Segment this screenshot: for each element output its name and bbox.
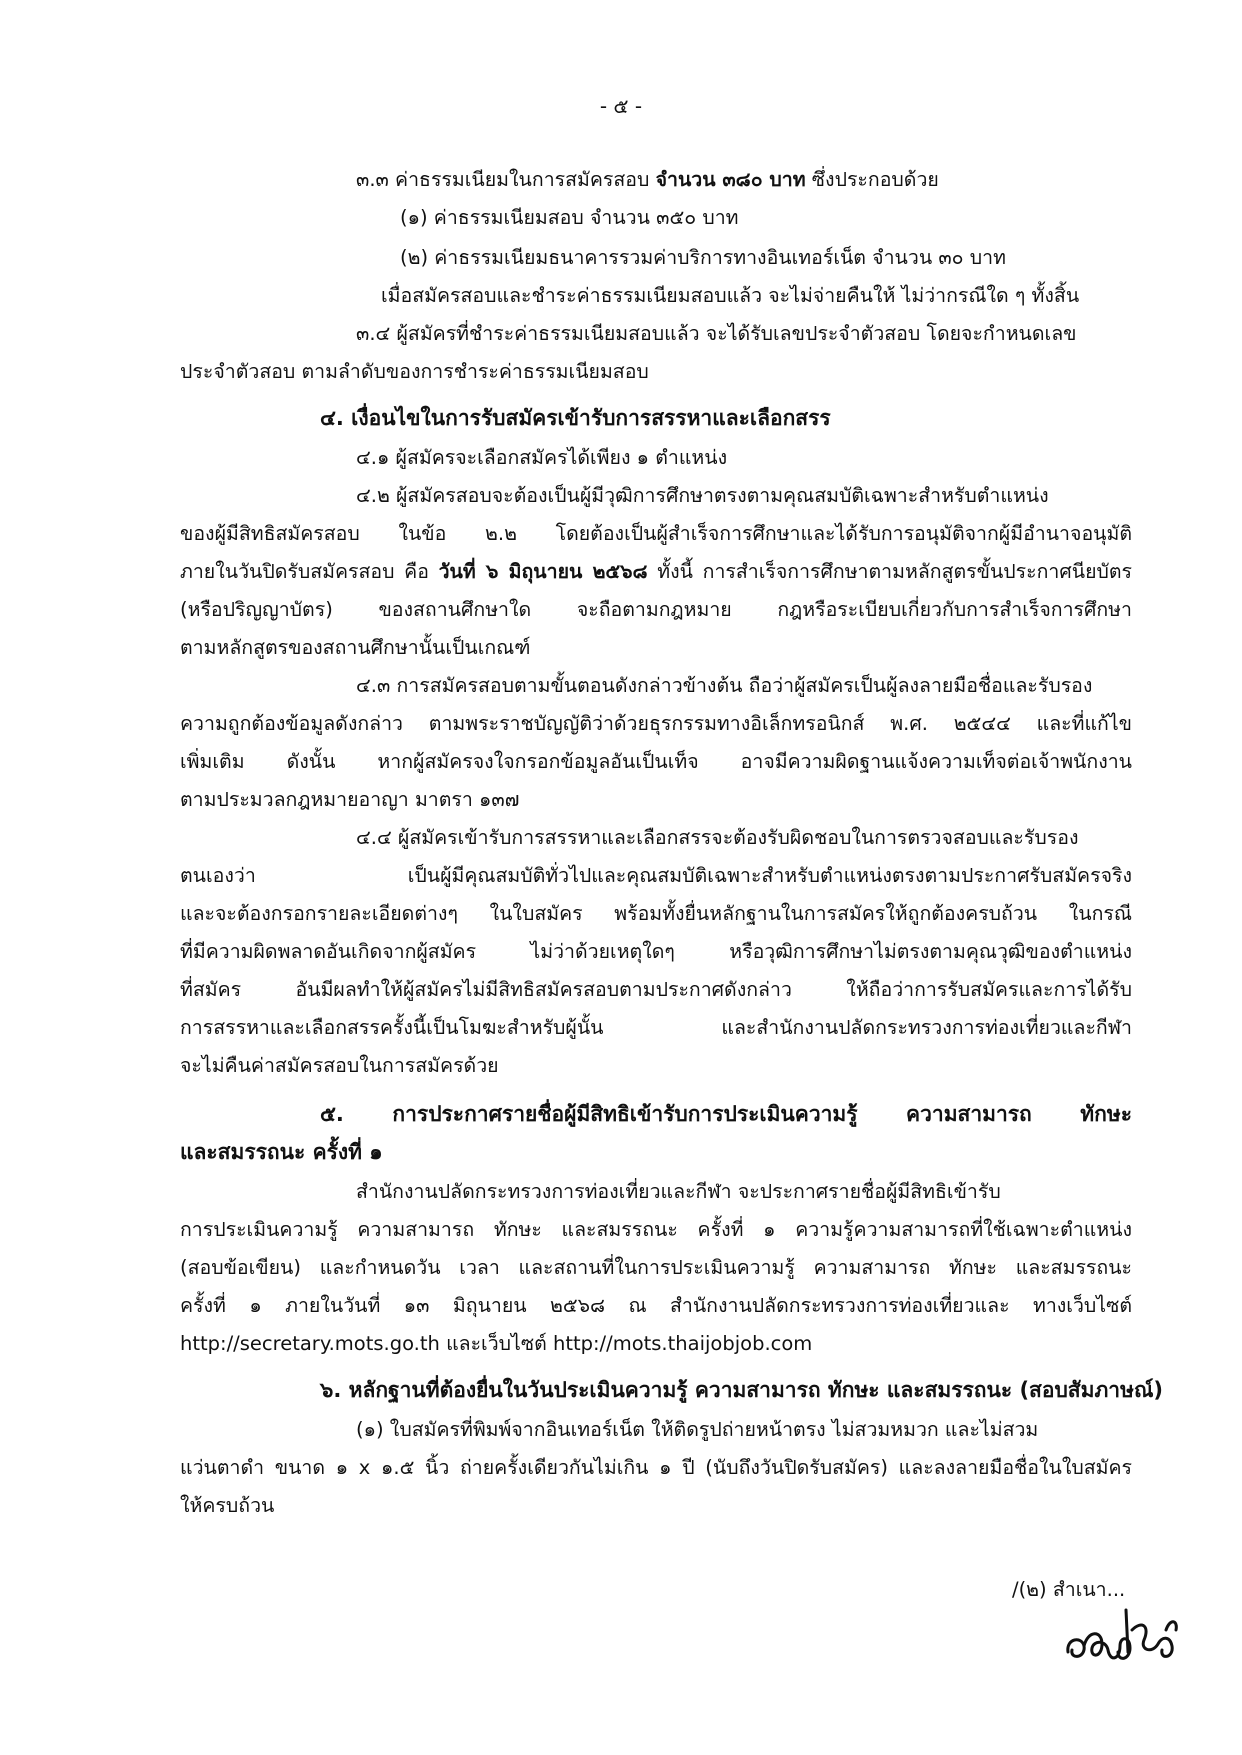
clause-4-4-line-7: จะไม่คืนค่าสมัครสอบในการสมัครด้วย xyxy=(180,1054,499,1077)
handwritten-signature xyxy=(1062,1600,1182,1672)
closing-date: วันที่ ๖ มิถุนายน ๒๕๖๘ xyxy=(438,560,648,583)
clause-4-2-line-3 xyxy=(180,558,1132,586)
clause-4-2-line-1: ๔.๒ ผู้สมัครสอบจะต้องเป็นผู้มีวุฒิการศึกษาตรงตามคุณสมบัติเฉพาะสำหรับตำแหน่ง xyxy=(356,484,1049,507)
clause-4-3-line-4: ตามประมวลกฎหมายอาญา มาตรา ๑๓๗ xyxy=(180,788,520,811)
clause-4-4-line-2: ตนเองว่า เป็นผู้มีคุณสมบัติทั่วไปและคุณสมบัติเฉพาะสำหรับตำแหน่งตรงตามประกาศรับสมัครจริง xyxy=(180,864,1132,887)
section-5-para-2: การประเมินความรู้ ความสามารถ ทักษะ และสมรรถนะ ครั้งที่ ๑ ความรู้ความสามารถที่ใช้เฉพาะตำแหน่ง xyxy=(180,1218,1132,1241)
exam-id-para-2: ประจำตัวสอบ ตามลำดับของการชำระค่าธรรมเนียมสอบ xyxy=(180,360,649,383)
clause-4-3-line-2: ความถูกต้องข้อมูลดังกล่าว ตามพระราชบัญญัติว่าด้วยธุรกรรมทางอิเล็กทรอนิกส์ พ.ศ. ๒๕๔๔ และที่แก้ไข xyxy=(180,712,1132,735)
section-5-para-3: (สอบข้อเขียน) และกำหนดวัน เวลา และสถานที่ในการประเมินความรู้ ความสามารถ ทักษะ และสมรรถนะ xyxy=(180,1256,1132,1279)
fee-item-2: (๒) ค่าธรรมเนียมธนาคารรวมค่าบริการทางอินเทอร์เน็ต จำนวน ๓๐ บาท xyxy=(400,246,1006,269)
fee-item-1: (๑) ค่าธรรมเนียมสอบ จำนวน ๓๕๐ บาท xyxy=(400,206,739,229)
clause-4-4-line-4: ที่มีความผิดพลาดอันเกิดจากผู้สมัคร ไม่ว่าด้วยเหตุใดๆ หรือวุฒิการศึกษาไม่ตรงตามคุณวุฒิของตำแหน่ง xyxy=(180,940,1132,963)
fee-text-end: ซึ่งประกอบด้วย xyxy=(805,168,939,191)
refund-note: เมื่อสมัครสอบและชำระค่าธรรมเนียมสอบแล้ว จะไม่จ่ายคืนให้ ไม่ว่ากรณีใด ๆ ทั้งสิ้น xyxy=(381,284,1080,307)
section-5-para-1: สำนักงานปลัดกระทรวงการท่องเที่ยวและกีฬา จะประกาศรายชื่อผู้มีสิทธิเข้ารับ xyxy=(356,1180,1001,1203)
clause-4-2-line-4: (หรือปริญญาบัตร) ของสถานศึกษาใด จะถือตามกฎหมาย กฎหรือระเบียบเกี่ยวกับการสำเร็จการศึกษา xyxy=(180,598,1132,621)
fee-text: ๓.๓ ค่าธรรมเนียมในการสมัครสอบ xyxy=(356,168,656,191)
clause-4-2-line-5: ตามหลักสูตรของสถานศึกษานั้นเป็นเกณฑ์ xyxy=(180,636,531,659)
exam-id-para-1: ๓.๔ ผู้สมัครที่ชำระค่าธรรมเนียมสอบแล้ว จะได้รับเลขประจำตัวสอบ โดยจะกำหนดเลข xyxy=(356,322,1077,345)
clause-4-2-text-end: ทั้งนี้ การสำเร็จการศึกษาตามหลักสูตรขั้นประกาศนียบัตร xyxy=(647,560,1133,583)
section-5-para-4: ครั้งที่ ๑ ภายในวันที่ ๑๓ มิถุนายน ๒๕๖๘ ณ สำนักงานปลัดกระทรวงการท่องเที่ยวและ ทางเว็บไซต์ xyxy=(180,1294,1132,1317)
fee-line xyxy=(356,166,939,194)
clause-4-4-line-6: การสรรหาและเลือกสรรครั้งนี้เป็นโมฆะสำหรับผู้นั้น และสำนักงานปลัดกระทรวงการท่องเที่ยวและกีฬา xyxy=(180,1016,1132,1039)
clause-4-4-line-3: และจะต้องกรอกรายละเอียดต่างๆ ในใบสมัคร พร้อมทั้งยื่นหลักฐานในการสมัครให้ถูกต้องครบถ้วน ในกรณี xyxy=(180,902,1132,925)
section-6-item-1-line-1: (๑) ใบสมัครที่พิมพ์จากอินเทอร์เน็ต ให้ติดรูปถ่ายหน้าตรง ไม่สวมหมวก และไม่สวม xyxy=(356,1418,1039,1441)
clause-4-1: ๔.๑ ผู้สมัครจะเลือกสมัครได้เพียง ๑ ตำแหน่ง xyxy=(356,446,728,469)
section-4-heading: ๔. เงื่อนไขในการรับสมัครเข้ารับการสรรหาและเลือกสรร xyxy=(320,406,831,430)
section-5-para-5: http://secretary.mots.go.th และเว็บไซต์ http://mots.thaijobjob.com xyxy=(180,1332,813,1355)
clause-4-4-line-1: ๔.๔ ผู้สมัครเข้ารับการสรรหาและเลือกสรรจะต้องรับผิดชอบในการตรวจสอบและรับรอง xyxy=(356,826,1079,849)
clause-4-3-line-3: เพิ่มเติม ดังนั้น หากผู้สมัครจงใจกรอกข้อมูลอันเป็นเท็จ อาจมีความผิดฐานแจ้งความเท็จต่อเจ้าพนักงาน xyxy=(180,750,1132,773)
clause-4-3-line-1: ๔.๓ การสมัครสอบตามขั้นตอนดังกล่าวข้างต้น ถือว่าผู้สมัครเป็นผู้ลงลายมือชื่อและรับรอง xyxy=(356,674,1093,697)
clause-4-4-line-5: ที่สมัคร อันมีผลทำให้ผู้สมัครไม่มีสิทธิสมัครสอบตามประกาศดังกล่าว ให้ถือว่าการรับสมัครและการได้รับ xyxy=(180,978,1132,1001)
section-6-heading: ๖. หลักฐานที่ต้องยื่นในวันประเมินความรู้ ความสามารถ ทักษะ และสมรรถนะ (สอบสัมภาษณ์) xyxy=(320,1378,1164,1402)
section-5-heading-1: ๕. การประกาศรายชื่อผู้มีสิทธิเข้ารับการประเมินความรู้ ความสามารถ ทักษะ xyxy=(320,1102,1132,1126)
clause-4-2-line-2: ของผู้มีสิทธิสมัครสอบ ในข้อ ๒.๒ โดยต้องเป็นผู้สำเร็จการศึกษาและได้รับการอนุมัติจากผู้มีอำนาจอนุมัติ xyxy=(180,522,1132,545)
section-6-item-1-line-3: ให้ครบถ้วน xyxy=(180,1494,275,1517)
section-5-heading-2: และสมรรถนะ ครั้งที่ ๑ xyxy=(180,1140,383,1164)
continuation-marker: /(๒) สำเนา... xyxy=(1012,1578,1126,1601)
page-number: - ๕ - xyxy=(599,94,643,118)
section-6-item-1-line-2: แว่นตาดำ ขนาด ๑ x ๑.๕ นิ้ว ถ่ายครั้งเดียวกันไม่เกิน ๑ ปี (นับถึงวันปิดรับสมัคร) และลงลายมือชื่อในใบสมัคร xyxy=(180,1456,1132,1479)
clause-4-2-text: ภายในวันปิดรับสมัครสอบ คือ xyxy=(180,560,439,583)
fee-amount: จำนวน ๓๘๐ บาท xyxy=(655,168,806,191)
